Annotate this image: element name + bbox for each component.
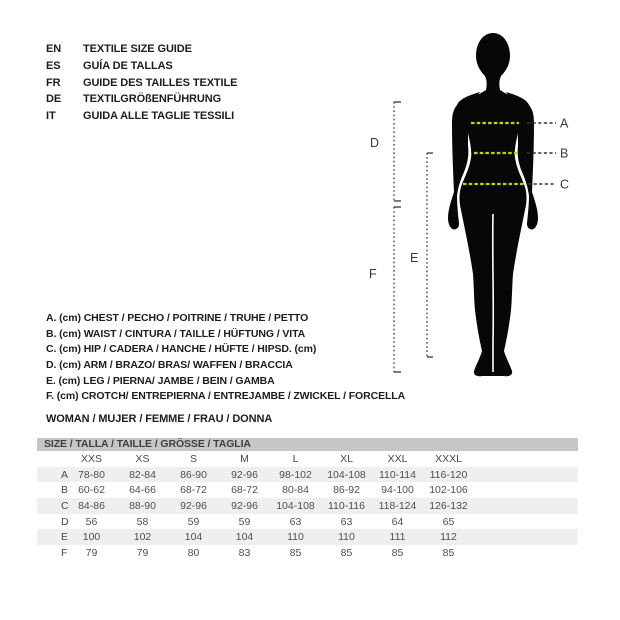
cell: 110 — [287, 531, 304, 544]
cell: 79 — [136, 546, 149, 559]
gender-heading: WOMAN / MUJER / FEMME / FRAU / DONNA — [46, 413, 273, 425]
col-header: XS — [135, 452, 150, 465]
cell: 85 — [340, 546, 353, 559]
cell: 118-124 — [378, 499, 417, 512]
language-title-block — [46, 41, 237, 125]
lang-row-de — [46, 91, 237, 108]
legend-crotch: F. (cm) CROTCH/ ENTREPIERNA / ENTREJAMBE / ZWICKEL / FORCELLA — [46, 390, 406, 403]
label-hip: C — [560, 177, 570, 192]
measurement-legend — [46, 311, 405, 405]
cell: 64-66 — [129, 484, 156, 497]
lang-row-fr — [46, 75, 237, 92]
cell: 68-72 — [180, 484, 207, 497]
cell: 104 — [235, 531, 254, 544]
cell: 68-72 — [231, 484, 258, 497]
table-row — [37, 467, 578, 483]
cell: 79 — [85, 546, 98, 559]
label-leg: E — [410, 251, 419, 265]
col-header: M — [240, 452, 249, 465]
label-chest: A — [560, 116, 569, 131]
cell: 110-114 — [379, 468, 416, 481]
col-header: XXL — [387, 452, 408, 465]
cell: 80-84 — [282, 484, 309, 497]
lang-code: ES — [46, 59, 61, 72]
col-header: XXS — [80, 452, 102, 465]
lang-title: TEXTILE SIZE GUIDE — [83, 43, 192, 55]
lang-title: GUIDA ALLE TAGLIE TESSILI — [83, 110, 235, 123]
row-label: B — [61, 484, 69, 497]
cell: 65 — [442, 515, 455, 528]
filler-cell — [474, 482, 578, 498]
cell: 86-92 — [333, 484, 360, 497]
filler-cell — [474, 514, 578, 530]
row-label: D — [61, 515, 69, 528]
cell: 102-106 — [429, 484, 468, 497]
label-crotch: F — [369, 267, 377, 281]
cell: 59 — [238, 515, 251, 528]
table-row — [37, 545, 578, 561]
col-header: XXXL — [435, 452, 462, 465]
cell: 98-102 — [279, 468, 312, 481]
cell: 82-84 — [129, 468, 156, 481]
cell: 104 — [184, 531, 203, 544]
cell: 58 — [136, 515, 149, 528]
lang-code: EN — [46, 43, 62, 55]
cell: 85 — [289, 546, 302, 559]
cell: 110-116 — [328, 499, 365, 512]
col-header: XL — [340, 452, 353, 465]
row-label: F — [61, 546, 68, 559]
legend-arm: D. (cm) ARM / BRAZO/ BRAS/ WAFFEN / BRACCIA — [46, 359, 293, 372]
cell: 85 — [391, 546, 404, 559]
cell: 64 — [391, 515, 404, 528]
cell: 84-86 — [78, 499, 105, 512]
legend-chest: A. (cm) CHEST / PECHO / POITRINE / TRUHE / PETTO — [46, 312, 309, 324]
cell: 78-80 — [78, 468, 105, 481]
cell: 104-108 — [276, 499, 315, 512]
corner-cell — [37, 451, 66, 467]
cell: 111 — [389, 531, 406, 544]
lang-row-it — [46, 108, 237, 125]
cell: 63 — [340, 515, 353, 528]
cell: 88-90 — [129, 499, 156, 512]
lang-row-es — [46, 58, 237, 75]
legend-waist: B. (cm) WAIST / CINTURA / TAILLE / HÜFTUNG / VITA — [46, 327, 306, 340]
label-waist: B — [560, 146, 569, 161]
filler-cell — [474, 545, 578, 561]
size-table-section — [37, 438, 578, 561]
size-table-title: SIZE / TALLA / TAILLE / GRÖSSE / TAGLIA — [37, 438, 578, 451]
lang-code: IT — [46, 110, 56, 123]
lang-code: FR — [46, 76, 61, 89]
table-row — [37, 514, 578, 530]
row-label: C — [61, 499, 69, 512]
size-columns-row — [37, 451, 578, 467]
size-table — [37, 451, 578, 561]
lang-title: TEXTILGRÖßENFÜHRUNG — [83, 93, 222, 106]
cell: 100 — [82, 531, 101, 544]
lang-title: GUÍA DE TALLAS — [83, 59, 173, 72]
filler-cell — [474, 467, 578, 483]
lang-row-en — [46, 41, 237, 58]
cell: 126-132 — [429, 499, 468, 512]
legend-hip: C. (cm) HIP / CADERA / HANCHE / HÜFTE / HIPSD. (cm) — [46, 343, 317, 356]
cell: 116-120 — [429, 468, 468, 481]
cell: 59 — [187, 515, 200, 528]
filler-cell — [474, 498, 578, 514]
cell: 60-62 — [78, 484, 105, 497]
cell: 83 — [238, 546, 251, 559]
lang-title: GUIDE DES TAILLES TEXTILE — [83, 76, 238, 89]
filler-cell — [474, 451, 578, 467]
col-header: L — [292, 452, 299, 465]
cell: 94-100 — [381, 484, 414, 497]
legend-leg: E. (cm) LEG / PIERNA/ JAMBE / BEIN / GAMBA — [46, 374, 275, 387]
cell: 92-96 — [231, 499, 258, 512]
cell: 104-108 — [327, 468, 366, 481]
label-arm: D — [370, 136, 380, 150]
cell: 112 — [440, 531, 457, 544]
col-header: S — [189, 452, 197, 465]
cell: 63 — [289, 515, 302, 528]
cell: 92-96 — [231, 468, 258, 481]
lang-code: DE — [46, 93, 62, 106]
row-label: A — [61, 468, 69, 481]
cell: 102 — [133, 531, 152, 544]
leg-separator-line — [493, 214, 494, 372]
cell: 56 — [85, 515, 98, 528]
cell: 86-90 — [180, 468, 207, 481]
table-row — [37, 482, 578, 498]
table-row — [37, 498, 578, 514]
cell: 92-96 — [180, 499, 207, 512]
cell: 85 — [442, 546, 455, 559]
filler-cell — [474, 529, 578, 545]
cell: 110 — [338, 531, 355, 544]
cell: 80 — [187, 546, 200, 559]
row-label: E — [61, 531, 69, 544]
table-row — [37, 529, 578, 545]
